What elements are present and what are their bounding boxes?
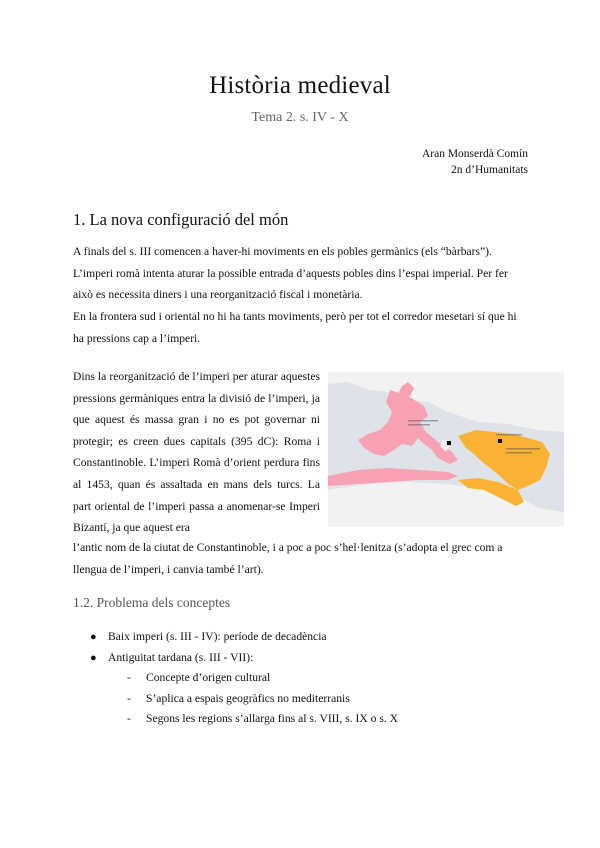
bullet-icon: ● xyxy=(90,631,97,643)
map-label-decor xyxy=(408,420,438,422)
dash-icon: - xyxy=(127,691,131,705)
bullet-icon: ● xyxy=(90,651,97,664)
roman-empire-map xyxy=(328,372,564,527)
author-block xyxy=(422,146,528,178)
section-heading-1: 1. La nova configuració del món xyxy=(73,210,289,229)
map-label-decor xyxy=(506,452,532,454)
bullet-list xyxy=(90,627,530,668)
map-label-decor xyxy=(496,434,522,436)
page-title: Història medieval xyxy=(209,72,391,99)
map-rome-marker xyxy=(447,441,451,445)
sub-list xyxy=(127,668,527,730)
paragraph-3-continued: l’antic nom de la ciutat de Constantinoble, i a poc a poc s’hel·lenitza (s’adopta el grec com a llengua de l’imperi, i canvia també l’art). xyxy=(73,541,503,576)
list-item: - Concepte d’origen cultural xyxy=(127,668,527,689)
dash-icon: - xyxy=(127,712,131,725)
list-item: ● Antiguitat tardana (s. III - VII): xyxy=(90,648,530,669)
list-item: - S’aplica a espais geogràfics no mediterranis xyxy=(127,689,527,710)
author-name: Aran Monserdà Comín xyxy=(421,148,528,160)
paragraph-3-wrapped: Dins la reorganització de l’imperi per aturar aquestes pressions germàniques entra la divisió de l’imperi, ja que aquest és massa gran i no es pot governar ni protegir; es creen dues capitals (395 dC): Roma i Constantinoble. L’imperi Romà d’orient perdura fins al 1453, quan és assaltada en mans dels turcs. La part oriental de l’imperi passa a anomenar-se Imperi Bizantí, ja que aquest era xyxy=(73,370,320,535)
map-label-decor xyxy=(408,424,430,426)
list-item: - Segons les regions s’allarga fins al s. VIII, s. IX o s. X xyxy=(127,709,527,730)
author-course: 2n d’Humanitats xyxy=(451,164,528,176)
map-constantinople-marker xyxy=(498,439,502,443)
list-item: ● Baix imperi (s. III - IV): període de decadència xyxy=(90,627,530,648)
dash-icon: - xyxy=(127,671,131,684)
section-heading-1-2: 1.2. Problema dels conceptes xyxy=(73,595,231,610)
paragraph-1: A finals del s. III comencen a haver-hi moviments en els pobles germànics (els “bàrbars”). L’imperi romà intenta aturar la possible entrada d’aquests pobles dins l’espai imperial. Per fer això es necessita diners i una reorganització fiscal i monetària. xyxy=(73,245,508,302)
paragraph-2: En la frontera sud i oriental no hi ha tants moviments, però per tot el corredor mesetari sí que hi ha pressions cap a l’imperi. xyxy=(73,310,517,345)
map-label-decor xyxy=(506,448,540,450)
page-subtitle: Tema 2. s. IV - X xyxy=(251,110,349,125)
